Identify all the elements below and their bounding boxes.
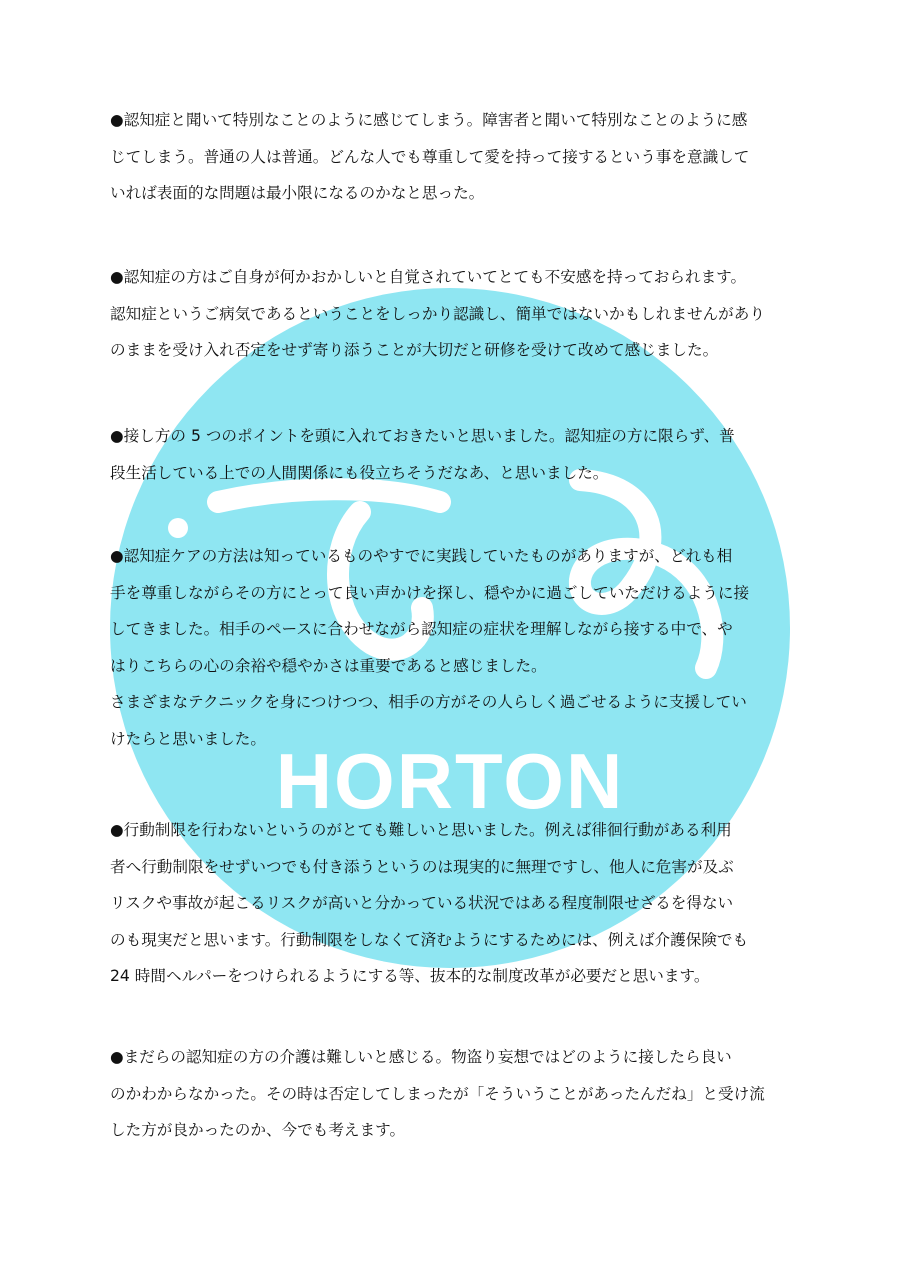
comment-paragraph-3 bbox=[110, 418, 810, 491]
paragraph-line: してきました。相手のペースに合わせながら認知症の症状を理解しながら接する中で、や bbox=[110, 620, 733, 638]
comment-paragraph-1 bbox=[110, 102, 810, 212]
paragraph-line: さまざまなテクニックを身につけつつ、相手の方がその人らしく過ごせるように支援してい bbox=[110, 693, 747, 711]
paragraph-line: した方が良かったのか、今でも考えます。 bbox=[110, 1121, 406, 1139]
paragraph-line: ●行動制限を行わないというのがとても難しいと思いました。例えば徘徊行動がある利用 bbox=[110, 821, 732, 839]
paragraph-line: 手を尊重しながらその方にとって良い声かけを探し、穏やかに過ごしていただけるように接 bbox=[110, 583, 750, 602]
comment-paragraph-6 bbox=[110, 1039, 810, 1149]
paragraph-line: ●認知症と聞いて特別なことのように感じてしまう。障害者と聞いて特別なことのように感 bbox=[110, 111, 748, 129]
paragraph-line: のままを受け入れ否定をせず寄り添うことが大切だと研修を受けて改めて感じました。 bbox=[110, 341, 719, 359]
comment-paragraph-4 bbox=[110, 538, 810, 757]
paragraph-line: けたらと思いました。 bbox=[110, 729, 266, 748]
paragraph-line: ●接し方の 5 つのポイントを頭に入れておきたいと思いました。認知症の方に限らず、普 bbox=[110, 427, 735, 445]
paragraph-line: はりこちらの心の余裕や穏やかさは重要であると感じました。 bbox=[110, 656, 547, 675]
paragraph-line: 24 時間ヘルパーをつけられるようにする等、抜本的な制度改革が必要だと思います。 bbox=[110, 967, 710, 985]
paragraph-line: のも現実だと思います。行動制限をしなくて済むようにするためには、例えば介護保険でも bbox=[110, 930, 749, 949]
paragraph-line: ●認知症ケアの方法は知っているものやすでに実践していたものがありますが、どれも相 bbox=[110, 547, 733, 565]
logo-text: HORTON bbox=[275, 737, 625, 825]
paragraph-line: いれば表面的な問題は最小限になるのかなと思った。 bbox=[110, 184, 485, 202]
paragraph-line: リスクや事故が起こるリスクが高いと分かっている状況ではある程度制限せざるを得ない bbox=[110, 894, 734, 912]
paragraph-line: じてしまう。普通の人は普通。どんな人でも尊重して愛を持って接するという事を意識して bbox=[110, 147, 750, 166]
comment-paragraph-5 bbox=[110, 812, 810, 995]
paragraph-line: ●認知症の方はご自身が何かおかしいと自覚されていてとても不安感を持っておられます。 bbox=[110, 268, 747, 286]
logo-stroke-top bbox=[218, 489, 440, 502]
comment-paragraph-2 bbox=[110, 259, 810, 369]
paragraph-line: 者へ行動制限をせずいつでも付き添うというのは現実的に無理ですし、他人に危害が及ぶ bbox=[110, 857, 734, 876]
paragraph-line: 段生活している上での人間関係にも役立ちそうだなあ、と思いました。 bbox=[110, 463, 609, 482]
logo-dot bbox=[168, 518, 188, 538]
paragraph-line: のかわからなかった。その時は否定してしまったが「そういうことがあったんだね」と受け流 bbox=[110, 1084, 765, 1103]
paragraph-line: ●まだらの認知症の方の介護は難しいと感じる。物盗り妄想ではどのように接したら良い bbox=[110, 1048, 732, 1066]
paragraph-line: 認知症というご病気であるということをしっかり認識し、簡単ではないかもしれませんがあり bbox=[110, 304, 765, 323]
